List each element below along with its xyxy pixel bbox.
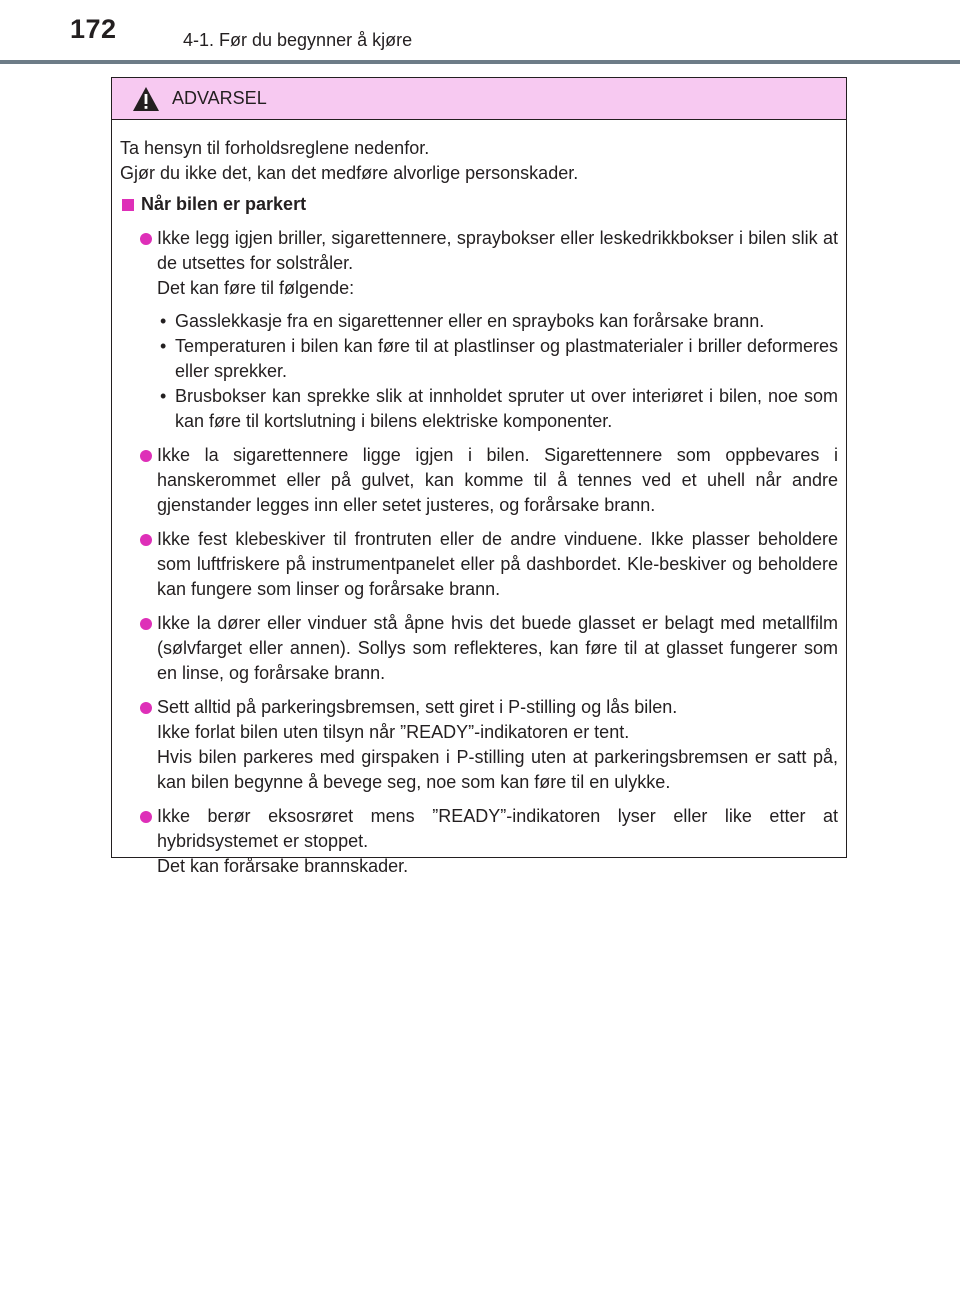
bullet-text: Sett alltid på parkeringsbremsen, sett giret i P-stilling og lås bilen. <box>157 697 678 717</box>
list-item <box>120 804 838 879</box>
warning-triangle-icon <box>132 86 160 112</box>
sub-item-text: Temperaturen i bilen kan føre til at plastlinser og plastmaterialer i briller deformeres eller sprekker. <box>175 336 838 381</box>
list-item <box>120 611 838 686</box>
small-bullet-icon: • <box>160 386 167 406</box>
sub-list <box>157 309 838 434</box>
intro-line: Ta hensyn til forholdsreglene nedenfor. <box>120 138 430 158</box>
sub-item-text: Brusbokser kan sprekke slik at innholdet spruter ut over interiøret i bilen, noe som kan føre til kortslutning i bilens elektriske komponenter. <box>175 386 838 431</box>
sub-list-item <box>157 384 838 434</box>
bullet-text: Det kan føre til følgende: <box>157 278 355 298</box>
bullet-text: Ikke la dører eller vinduer stå åpne hvis det buede glasset er belagt med metallfilm (sølvfarget eller annen). Sollys som reflekteres, kan føre til at glasset fungerer som en linse, og forårsake brann. <box>157 613 838 683</box>
list-item <box>120 443 838 518</box>
bullet-dot-icon <box>140 811 152 823</box>
bullet-text: Det kan forårsake brannskader. <box>157 856 409 876</box>
list-item <box>120 226 838 434</box>
bullet-dot-icon <box>140 618 152 630</box>
list-item <box>120 695 838 795</box>
warning-title: ADVARSEL <box>172 88 267 108</box>
page-number: 172 <box>70 14 117 44</box>
bullet-dot-icon <box>140 534 152 546</box>
square-bullet-icon <box>122 199 134 211</box>
warning-body <box>112 120 846 879</box>
section-title: 4-1. Før du begynner å kjøre <box>183 30 413 50</box>
small-bullet-icon: • <box>160 311 167 331</box>
warning-header <box>112 78 846 120</box>
sub-list-item <box>157 334 838 384</box>
intro-line: Gjør du ikke det, kan det medføre alvorlige personskader. <box>120 163 579 183</box>
bullet-text: Hvis bilen parkeres med girspaken i P-stilling uten at parkeringsbremsen er satt på, kan bilen begynne å bevege seg, noe som kan føre til en ulykke. <box>157 747 838 792</box>
subheading <box>120 192 838 217</box>
sub-list-item <box>157 309 838 334</box>
subheading-text: Når bilen er parkert <box>141 194 307 214</box>
list-item <box>120 527 838 602</box>
header-rule <box>0 60 960 64</box>
bullet-dot-icon <box>140 450 152 462</box>
sub-item-text: Gasslekkasje fra en sigarettenner eller en sprayboks kan forårsake brann. <box>175 311 765 331</box>
warning-intro <box>120 136 838 186</box>
bullet-text: Ikke la sigarettennere ligge igjen i bilen. Sigarettennere som oppbevares i hanskerommet eller på gulvet, kan komme til å tennes ved et uhell når andre gjenstander legges inn eller setet justeres, og forårsake brann. <box>157 445 838 515</box>
small-bullet-icon: • <box>160 336 167 356</box>
bullet-dot-icon <box>140 702 152 714</box>
bullet-text: Ikke forlat bilen uten tilsyn når ”READY”-indikatoren er tent. <box>157 722 630 742</box>
bullet-text: Ikke berør eksosrøret mens ”READY”-indikatoren lyser eller like etter at hybridsystemet er stoppet. <box>157 806 838 851</box>
bullet-dot-icon <box>140 233 152 245</box>
bullet-text: Ikke legg igjen briller, sigarettennere, spraybokser eller leskedrikkbokser i bilen slik at de utsettes for solstråler. <box>157 228 838 273</box>
page-header <box>0 0 960 64</box>
warning-box <box>111 77 847 876</box>
bullet-text: Ikke fest klebeskiver til frontruten eller de andre vinduene. Ikke plasser beholdere som luftfriskere på instrumentpanelet eller på dashbordet. Kle-beskiver og beholdere kan fungere som linser og forårsake brann. <box>157 529 838 599</box>
